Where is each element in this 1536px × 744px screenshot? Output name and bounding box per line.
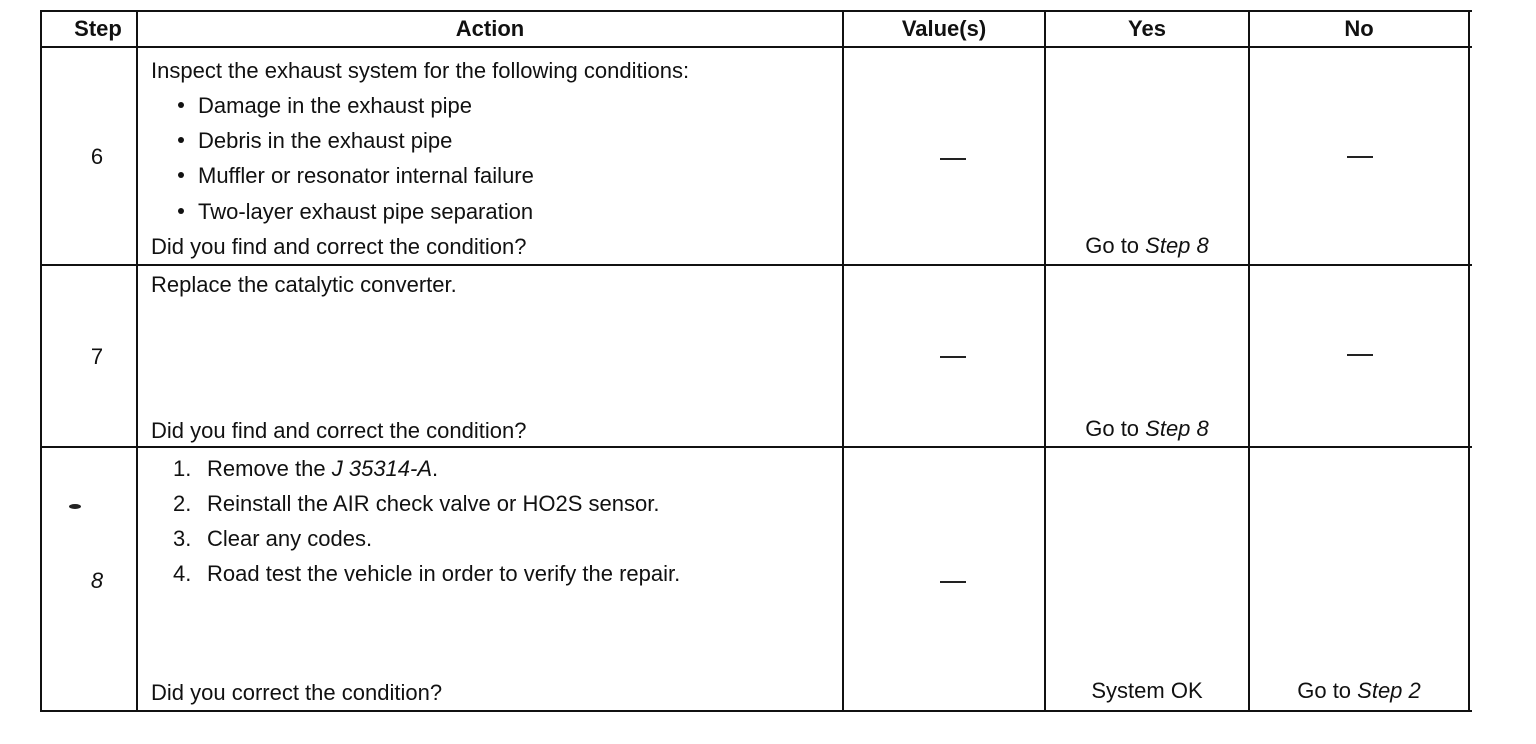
bullet-item	[178, 128, 452, 154]
header-yes: Yes	[1128, 16, 1166, 41]
bullet-icon	[178, 102, 184, 108]
numbered-step: 2. Reinstall the AIR check valve or HO2S sensor.	[173, 491, 660, 516]
step-number: 8	[90, 568, 104, 593]
bullet-icon	[178, 137, 184, 143]
col-divider-values	[1044, 10, 1046, 712]
yes-result: System OK	[1091, 678, 1203, 703]
step-reference: Step 8	[1145, 233, 1209, 258]
value-dash	[940, 158, 966, 160]
bullet-item	[178, 199, 533, 225]
step-number: 7	[90, 344, 104, 369]
no-dash	[1347, 354, 1373, 356]
col-divider-action	[842, 10, 844, 712]
header-no: No	[1344, 16, 1374, 41]
header-values: Value(s)	[901, 16, 987, 41]
bullet-text: Two-layer exhaust pipe separation	[198, 199, 534, 224]
action-question: Did you find and correct the condition?	[151, 234, 527, 259]
numbered-step: 1. Remove the J 35314-A.	[173, 456, 439, 481]
no-result: Go to Step 2	[1297, 678, 1421, 703]
yes-result: Go to Step 8	[1085, 416, 1209, 441]
yes-result: Go to Step 8	[1085, 233, 1209, 258]
header-action: Action	[455, 16, 525, 41]
numbered-step: 4. Road test the vehicle in order to verify the repair.	[173, 561, 681, 586]
action-intro: Replace the catalytic converter.	[151, 272, 457, 297]
table-border-bottom	[40, 710, 1472, 712]
diagnostic-table	[40, 10, 1472, 712]
row-divider-7-8	[40, 446, 1472, 448]
ink-mark	[69, 504, 81, 509]
step-number: 6	[90, 144, 104, 169]
table-border-right	[1468, 10, 1470, 712]
bullet-text: Muffler or resonator internal failure	[198, 163, 534, 188]
action-intro: Inspect the exhaust system for the following conditions:	[151, 58, 690, 83]
action-question: Did you correct the condition?	[151, 680, 443, 705]
bullet-icon	[178, 172, 184, 178]
tool-reference: J 35314-A	[331, 456, 433, 481]
bullet-text: Debris in the exhaust pipe	[198, 128, 453, 153]
value-dash	[940, 356, 966, 358]
bullet-item	[178, 163, 534, 189]
header-step: Step	[74, 16, 122, 41]
bullet-item	[178, 93, 472, 119]
bullet-text: Damage in the exhaust pipe	[198, 93, 472, 118]
step-reference: Step 2	[1357, 678, 1421, 703]
table-border-top	[40, 10, 1472, 12]
step-reference: Step 8	[1145, 416, 1209, 441]
numbered-step: 3. Clear any codes.	[173, 526, 373, 551]
header-divider	[40, 46, 1472, 48]
row-divider-6-7	[40, 264, 1472, 266]
no-dash	[1347, 156, 1373, 158]
bullet-icon	[178, 208, 184, 214]
value-dash	[940, 581, 966, 583]
col-divider-yes	[1248, 10, 1250, 712]
action-question: Did you find and correct the condition?	[151, 418, 527, 443]
